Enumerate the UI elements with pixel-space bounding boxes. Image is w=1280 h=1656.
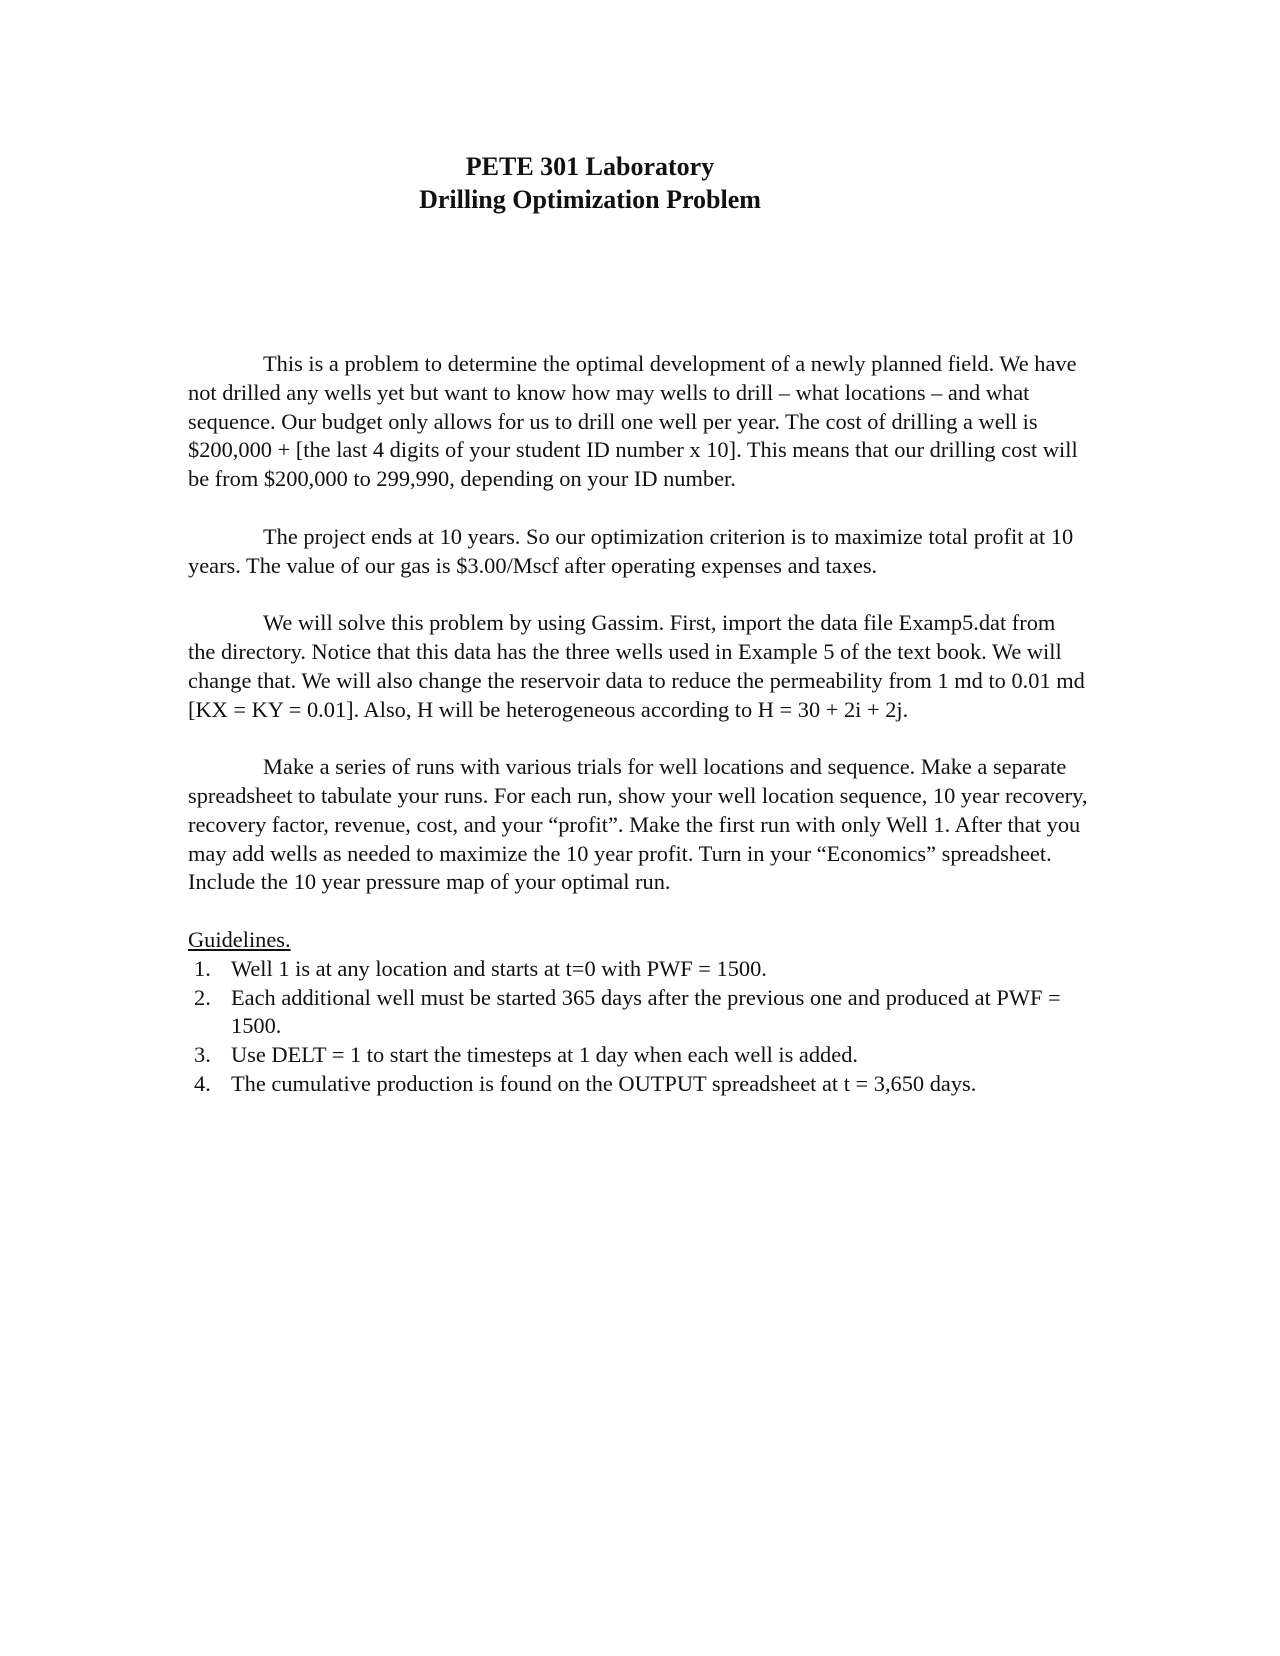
paragraph-runs: Make a series of runs with various trials for well locations and sequence. Make a separate spreadsheet to tabulate your runs. For each run, show your well location sequence, 10 year recovery, recovery factor, revenue, cost, and your “profit”. Make the first run with only Well 1. After that you may add wells as needed to maximize the 10 year profit. Turn in your “Economics” spreadsheet. Include the 10 year pressure map of your optimal run. xyxy=(188,754,1088,895)
guideline-number: 4. xyxy=(194,1070,211,1096)
guideline-item xyxy=(188,955,1088,984)
guideline-number: 1. xyxy=(194,955,211,981)
guideline-item xyxy=(188,984,1088,1042)
course-title: PETE 301 Laboratory xyxy=(465,152,715,181)
paragraph-intro: This is a problem to determine the optimal development of a newly planned field. We have not drilled any wells yet but want to know how may wells to drill – what locations – and what sequence. Our budget only allows for us to drill one well per year. The cost of drilling a well is $200,000 + [the last 4 digits of your student ID number x 10]. This means that our drilling cost will be from $200,000 to 299,990, depending on your ID number. xyxy=(188,351,1078,492)
paragraph-criterion: The project ends at 10 years. So our optimization criterion is to maximize total profit at 10 years. The value of our gas is $3.00/Mscf after operating expenses and taxes. xyxy=(188,523,1074,578)
guidelines-list xyxy=(188,955,1088,1099)
paragraph-gassim: We will solve this problem by using Gassim. First, import the data file Examp5.dat from the directory. Notice that this data has the three wells used in Example 5 of the text book. We will change that. We will also change the reservoir data to reduce the permeability from 1 md to 0.01 md [KX = KY = 0.01]. Also, H will be heterogeneous according to H = 30 + 2i + 2j. xyxy=(188,610,1085,722)
document-body xyxy=(188,350,1088,1099)
guideline-text: Each additional well must be started 365 days after the previous one and produced at PWF = 1500. xyxy=(231,984,1061,1039)
guideline-number: 3. xyxy=(194,1042,211,1068)
guideline-text: Use DELT = 1 to start the timesteps at 1 day when each well is added. xyxy=(231,1042,858,1068)
guidelines-heading: Guidelines. xyxy=(188,926,291,952)
problem-title: Drilling Optimization Problem xyxy=(419,185,761,214)
guideline-text: The cumulative production is found on the OUTPUT spreadsheet at t = 3,650 days. xyxy=(231,1070,977,1096)
guideline-number: 2. xyxy=(194,984,211,1010)
guideline-text: Well 1 is at any location and starts at t=0 with PWF = 1500. xyxy=(231,955,767,981)
document-title xyxy=(0,150,1180,216)
guideline-item xyxy=(188,1041,1088,1070)
guideline-item xyxy=(188,1070,1088,1099)
